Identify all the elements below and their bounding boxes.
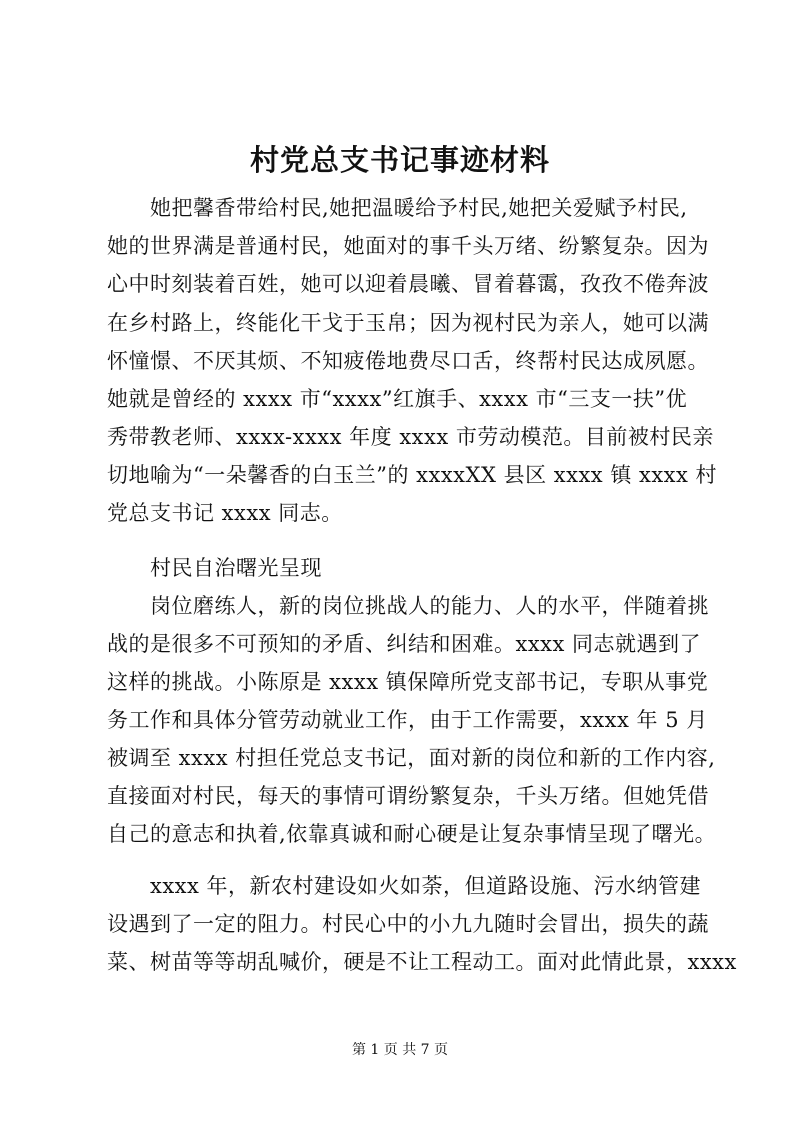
body-line: 她的世界满是普通村民，她面对的事千头万绪、纷繁复杂。因为 <box>107 234 709 258</box>
body-line: 党总支书记 xxxx 同志。 <box>107 501 343 525</box>
body-line: 心中时刻装着百姓，她可以迎着晨曦、冒着暮霭，孜孜不倦奔波 <box>107 272 709 296</box>
body-line: 切地喻为“一朵馨香的白玉兰”的 xxxxXX 县区 xxxx 镇 xxxx 村 <box>107 463 718 487</box>
body-line: 她把馨香带给村民,她把温暖给予村民,她把关爱赋予村民, <box>107 196 688 220</box>
body-line: 这样的挑战。小陈原是 xxxx 镇保障所党支部书记，专职从事党 <box>107 670 709 694</box>
body-line: 在乡村路上，终能化干戈于玉帛；因为视村民为亲人，她可以满 <box>107 311 709 335</box>
body-line: 自己的意志和执着,依靠真诚和耐心硬是让复杂事情呈现了曙光。 <box>107 822 717 846</box>
body-line: 岗位磨练人，新的岗位挑战人的能力、人的水平，伴随着挑 <box>107 594 709 618</box>
section-heading: 村民自治曙光呈现 <box>107 556 322 580</box>
body-line: 秀带教老师、xxxx-xxxx 年度 xxxx 市劳动模范。目前被村民亲 <box>107 425 714 449</box>
page-title: 村党总支书记事迹材料 <box>249 143 550 177</box>
page-number: 第 1 页 共 7 页 <box>351 1042 449 1058</box>
body-line: xxxx 年，新农村建设如火如荼，但道路设施、污水纳管建 <box>107 874 702 898</box>
body-line: 被调至 xxxx 村担任党总支书记，面对新的岗位和新的工作内容, <box>107 746 716 770</box>
body-line: 她就是曾经的 xxxx 市“xxxx”红旗手、xxxx 市“三支一扶”优 <box>107 387 688 411</box>
body-line: 直接面对村民，每天的事情可谓纷繁复杂，千头万绪。但她凭借 <box>107 784 709 808</box>
body-line: 务工作和具体分管劳动就业工作，由于工作需要，xxxx 年 5 月 <box>107 708 708 732</box>
body-line: 菜、树苗等等胡乱喊价，硬是不让工程动工。面对此情此景，xxxx <box>107 950 737 974</box>
body-line: 设遇到了一定的阻力。村民心中的小九九随时会冒出，损失的蔬 <box>107 912 709 936</box>
body-line: 怀憧憬、不厌其烦、不知疲倦地费尽口舌，终帮村民达成夙愿。 <box>107 349 709 373</box>
body-line: 战的是很多不可预知的矛盾、纠结和困难。xxxx 同志就遇到了 <box>107 632 702 656</box>
